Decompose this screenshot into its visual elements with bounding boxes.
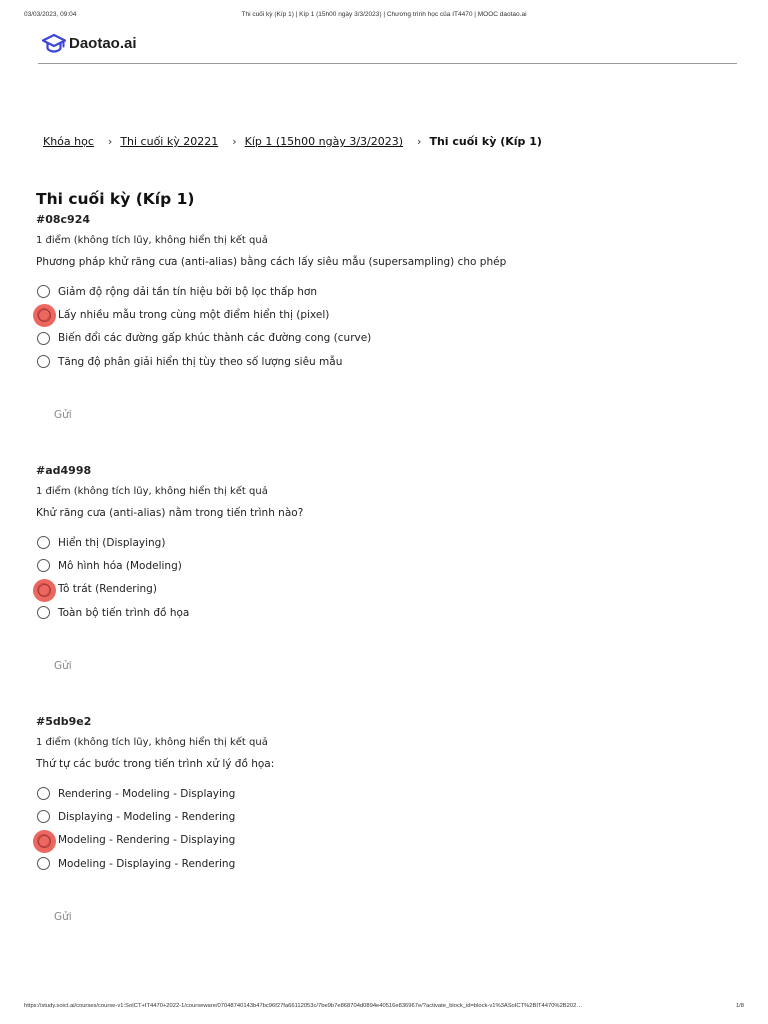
option[interactable] — [36, 327, 506, 350]
option[interactable] — [36, 829, 274, 852]
problem-id: #08c924 — [36, 213, 91, 226]
breadcrumb-session[interactable]: Kíp 1 (15h00 ngày 3/3/2023) — [244, 135, 404, 148]
radio-button[interactable] — [37, 606, 50, 619]
option[interactable] — [36, 601, 303, 624]
option-label: Mô hình hóa (Modeling) — [58, 559, 182, 572]
option[interactable] — [36, 531, 303, 554]
option-list — [36, 531, 303, 624]
print-title: Thi cuối kỳ (Kíp 1) | Kíp 1 (15h00 ngày 3/3/2023) | Chương trình học của IT4470 | MOOC daotao.ai — [241, 11, 527, 18]
option[interactable] — [36, 280, 506, 303]
option[interactable] — [36, 852, 274, 875]
problem-id: #5db9e2 — [36, 715, 92, 728]
option[interactable] — [36, 350, 506, 373]
breadcrumb — [43, 135, 542, 148]
problem-points: 1 điểm (không tích lũy, không hiển thị kết quả — [36, 737, 268, 748]
option-label: Tô trát (Rendering) — [58, 583, 157, 596]
radio-button[interactable] — [37, 787, 50, 800]
option-label: Toàn bộ tiến trình đồ họa — [58, 606, 190, 619]
radio-button[interactable] — [37, 355, 50, 368]
site-header — [38, 30, 737, 64]
option[interactable] — [36, 578, 303, 601]
option-label: Modeling - Displaying - Rendering — [58, 857, 236, 870]
print-page-number: 1/8 — [735, 1003, 744, 1009]
chevron-right-icon: › — [417, 135, 422, 148]
option-list — [36, 782, 274, 875]
option-label: Modeling - Rendering - Displaying — [58, 834, 236, 847]
problem-points: 1 điểm (không tích lũy, không hiển thị kết quả — [36, 486, 268, 497]
radio-button[interactable] — [37, 332, 50, 345]
radio-button[interactable] — [37, 857, 50, 870]
problem-question: Phương pháp khử răng cưa (anti-alias) bằng cách lấy siêu mẫu (supersampling) cho phép — [36, 256, 507, 268]
option[interactable] — [36, 805, 274, 828]
breadcrumb-final-exam[interactable]: Thi cuối kỳ 20221 — [120, 135, 219, 148]
radio-button[interactable] — [37, 810, 50, 823]
radio-button[interactable] — [37, 834, 50, 847]
option-label: Hiển thị (Displaying) — [58, 536, 166, 549]
brand-name: Daotao.ai — [69, 34, 137, 52]
option-list — [36, 280, 506, 373]
radio-button[interactable] — [37, 536, 50, 549]
breadcrumb-current: Thi cuối kỳ (Kíp 1) — [429, 135, 542, 148]
submit-button[interactable]: Gửi — [54, 409, 72, 422]
option-label: Tăng độ phân giải hiển thị tùy theo số lượng siêu mẫu — [58, 355, 343, 368]
problem-question: Khử răng cưa (anti-alias) nằm trong tiến trình nào? — [36, 507, 304, 519]
option[interactable] — [36, 303, 506, 326]
problem — [36, 463, 303, 673]
option-label: Displaying - Modeling - Rendering — [58, 810, 236, 823]
problem-question: Thứ tự các bước trong tiến trình xử lý đồ họa: — [36, 758, 275, 770]
print-datetime: 03/03/2023, 09:04 — [24, 11, 77, 18]
option-label: Biến đổi các đường gấp khúc thành các đường cong (curve) — [58, 332, 372, 345]
submit-button[interactable]: Gửi — [54, 660, 72, 673]
chevron-right-icon: › — [107, 135, 113, 148]
breadcrumb-courses[interactable]: Khóa học — [43, 135, 94, 148]
problem-points: 1 điểm (không tích lũy, không hiển thị kết quả — [36, 235, 268, 246]
print-footer — [24, 1003, 744, 1009]
option-label: Lấy nhiều mẫu trong cùng một điểm hiển thị (pixel) — [58, 308, 330, 321]
graduation-cap-icon — [42, 33, 66, 53]
option[interactable] — [36, 554, 303, 577]
problem — [36, 212, 506, 422]
page-title: Thi cuối kỳ (Kíp 1) — [36, 190, 195, 208]
print-header — [24, 11, 744, 18]
option-label: Giảm độ rộng dải tần tín hiệu bởi bộ lọc thấp hơn — [58, 285, 317, 298]
chevron-right-icon: › — [232, 135, 237, 148]
radio-button[interactable] — [37, 285, 50, 298]
problem-id: #ad4998 — [36, 464, 92, 477]
radio-button[interactable] — [37, 308, 50, 321]
radio-button[interactable] — [37, 559, 50, 572]
option[interactable] — [36, 782, 274, 805]
submit-button[interactable]: Gửi — [54, 911, 72, 924]
problem — [36, 714, 274, 924]
brand-logo[interactable] — [38, 30, 137, 56]
radio-button[interactable] — [37, 583, 50, 596]
option-label: Rendering - Modeling - Displaying — [58, 787, 236, 800]
main-content — [36, 190, 736, 924]
print-url: https://study.soict.ai/courses/course-v1:SoICT+IT4470+2022-1/courseware/07048740143b47bc96f27fa66112053c/7be9b7e868704d0894e40516e836967e/?activate_block_id=block-v1%3ASoICT%2BIT4470%2B202… — [24, 1003, 583, 1009]
